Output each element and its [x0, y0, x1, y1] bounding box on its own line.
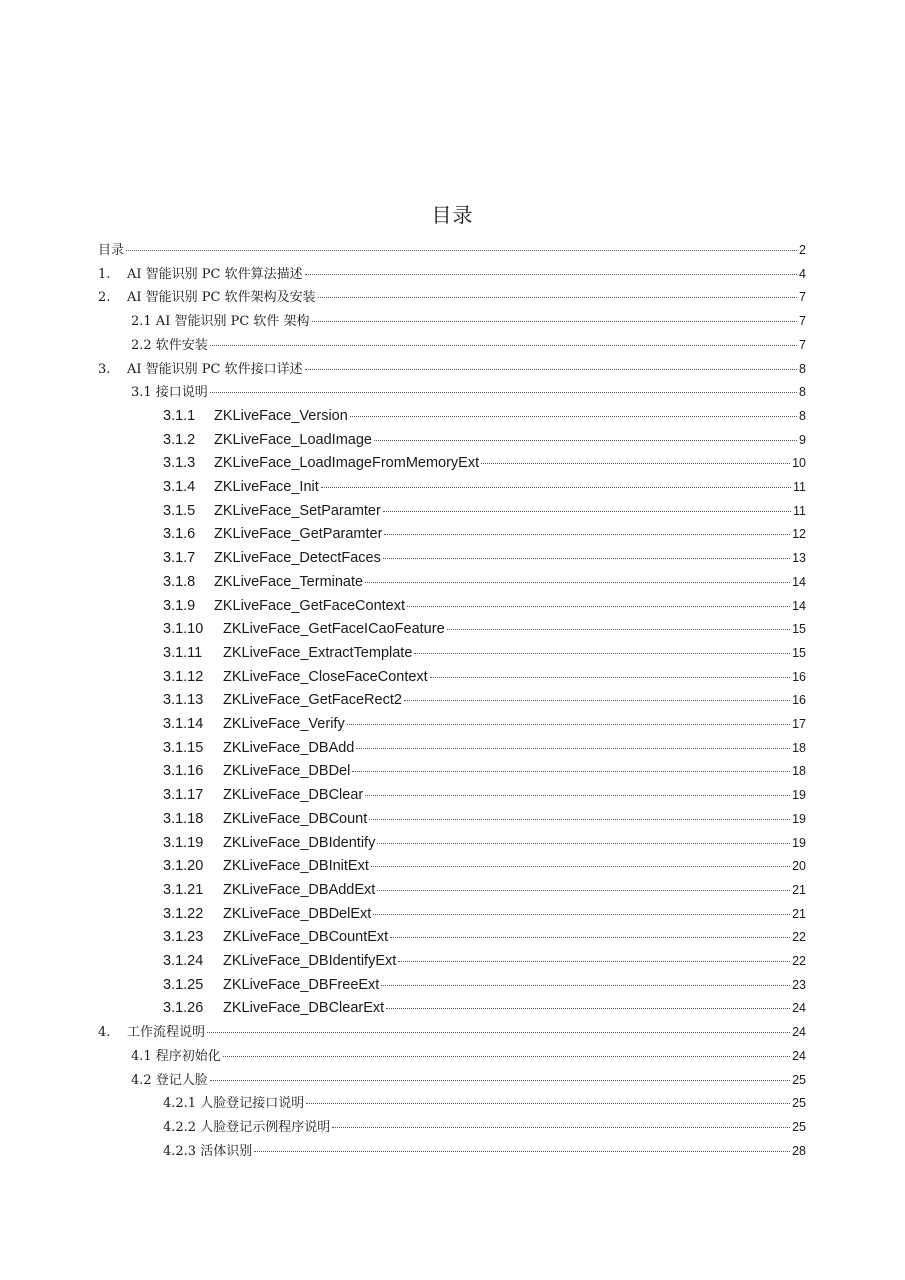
toc-entry-text: ZKLiveFace_DBCount: [223, 810, 368, 827]
toc-entry-number: 3.1.23: [163, 929, 204, 946]
toc-entry[interactable]: [163, 524, 806, 544]
toc-entry[interactable]: [163, 548, 806, 568]
toc-page-number: 10: [792, 456, 806, 471]
toc-entry-text: ZKLiveFace_GetFaceRect2: [223, 692, 402, 709]
toc-page-number: 18: [792, 764, 806, 779]
toc-dot-leader: [377, 890, 790, 891]
toc-entry[interactable]: [163, 927, 806, 947]
toc-dot-leader: [305, 274, 797, 275]
toc-entry-number: 3.1.18: [163, 810, 204, 827]
toc-page-number: 20: [792, 859, 806, 874]
toc-title: 目录: [431, 203, 474, 227]
toc-entry-text: ZKLiveFace_DBCountExt: [223, 929, 389, 946]
toc-entry-number: 3.1.3: [163, 455, 196, 472]
toc-page-number: 22: [792, 954, 806, 968]
toc-page-number: 16: [792, 669, 806, 684]
toc-page-number: 4: [799, 266, 806, 281]
toc-entry-text: 4.1 程序初始化: [131, 1048, 221, 1064]
toc-dot-leader: [210, 345, 797, 346]
toc-entry[interactable]: [163, 1093, 806, 1113]
toc-entry[interactable]: [131, 1046, 806, 1066]
toc-entry[interactable]: [98, 264, 806, 284]
toc-entry[interactable]: [163, 453, 806, 473]
toc-entry[interactable]: [163, 856, 806, 876]
toc-page-number: 19: [792, 835, 806, 850]
toc-entry[interactable]: [163, 761, 806, 781]
toc-entry-text: ZKLiveFace_SetParamter: [214, 502, 381, 519]
toc-dot-leader: [254, 1151, 790, 1152]
toc-page-number: 8: [799, 408, 806, 423]
toc-entry[interactable]: [163, 430, 806, 450]
toc-page-number: 25: [792, 1096, 806, 1111]
toc-page-number: 16: [792, 693, 806, 708]
toc-dot-leader: [207, 1032, 790, 1033]
toc-page-number: 24: [792, 1001, 806, 1016]
toc-entry[interactable]: [163, 785, 806, 805]
toc-dot-leader: [126, 250, 797, 251]
toc-entry-number: 1.: [98, 266, 111, 282]
toc-dot-leader: [384, 534, 790, 535]
toc-entry-text: ZKLiveFace_GetFaceICaoFeature: [223, 621, 445, 638]
toc-entry[interactable]: [163, 1117, 806, 1137]
toc-entry[interactable]: [163, 880, 806, 900]
toc-entry-text: 4.2.3 活体识别: [163, 1143, 253, 1159]
toc-page-number: 28: [792, 1143, 806, 1158]
toc-dot-leader: [365, 795, 790, 796]
toc-dot-leader: [407, 606, 790, 607]
toc-dot-leader: [369, 819, 790, 820]
toc-entry-number: 2.: [98, 290, 111, 306]
toc-dot-leader: [365, 582, 790, 583]
toc-entry[interactable]: [131, 382, 806, 402]
toc-entry-text: ZKLiveFace_DBFreeExt: [223, 976, 380, 993]
toc-entry-text: ZKLiveFace_LoadImageFromMemoryExt: [214, 455, 480, 472]
toc-entry[interactable]: [98, 240, 806, 260]
toc-entry-text: ZKLiveFace_ExtractTemplate: [223, 644, 413, 661]
toc-entry-number: 3.1.22: [163, 905, 204, 922]
toc-page-number: 13: [792, 551, 806, 566]
toc-entry-number: 3.1.1: [163, 407, 196, 424]
toc-page-number: 21: [792, 906, 806, 921]
toc-page-number: 11: [793, 480, 806, 494]
toc-entry-text: 4.2 登记人脸: [131, 1072, 208, 1088]
toc-entry-text: ZKLiveFace_GetParamter: [214, 526, 383, 543]
toc-dot-leader: [481, 463, 790, 464]
toc-entry-number: 3.1.7: [163, 550, 196, 567]
toc-entry-text: ZKLiveFace_DBAddExt: [223, 881, 376, 898]
toc-entry-number: 3.1.17: [163, 787, 204, 804]
toc-dot-leader: [305, 369, 797, 370]
toc-page-number: 8: [799, 385, 806, 400]
toc-entry-text: ZKLiveFace_CloseFaceContext: [223, 668, 428, 685]
toc-dot-leader: [414, 653, 790, 654]
toc-entry[interactable]: [163, 833, 806, 853]
toc-dot-leader: [352, 771, 790, 772]
toc-page-number: 22: [792, 930, 806, 945]
toc-entry-number: 3.1.19: [163, 834, 204, 851]
toc-entry-text: AI 智能识别 PC 软件算法描述: [127, 266, 303, 282]
toc-dot-leader: [321, 487, 791, 488]
toc-page-number: 24: [792, 1025, 806, 1040]
toc-page-number: 2: [799, 243, 806, 257]
toc-entry-text: ZKLiveFace_Terminate: [214, 573, 364, 590]
toc-page-number: 7: [799, 290, 806, 305]
toc-page-number: 9: [799, 432, 806, 447]
toc-entry-text: AI 智能识别 PC 软件接口详述: [127, 361, 303, 377]
toc-entry-text: AI 智能识别 PC 软件架构及安装: [127, 290, 316, 306]
toc-entry-text: ZKLiveFace_DBClearExt: [223, 1000, 385, 1017]
toc-entry-text: 目录: [98, 243, 125, 258]
toc-entry[interactable]: [163, 809, 806, 829]
toc-entry-text: ZKLiveFace_DBInitExt: [223, 858, 369, 875]
toc-entry-text: ZKLiveFace_DBIdentify: [223, 834, 376, 851]
toc-entry[interactable]: [163, 998, 806, 1018]
toc-entry-text: ZKLiveFace_DetectFaces: [214, 550, 381, 567]
toc-dot-leader: [356, 748, 790, 749]
toc-entry-text: ZKLiveFace_Version: [214, 407, 348, 424]
toc-page-number: 8: [799, 361, 806, 376]
toc-dot-leader: [383, 511, 791, 512]
toc-entry[interactable]: [163, 501, 806, 521]
toc-entry-number: 3.1.21: [163, 881, 204, 898]
toc-page-number: 7: [799, 337, 806, 352]
toc-entry-number: 3.1.20: [163, 858, 204, 875]
toc-entry-number: 3.1.11: [163, 644, 203, 661]
toc-entry-number: 3.1.6: [163, 526, 196, 543]
toc-entry-text: ZKLiveFace_GetFaceContext: [214, 597, 406, 614]
toc-entry-text: 2.2 软件安装: [131, 337, 208, 353]
toc-dot-leader: [347, 724, 790, 725]
toc-entry[interactable]: [131, 311, 806, 331]
toc-entry-text: ZKLiveFace_DBDelExt: [223, 905, 372, 922]
toc-entry-text: ZKLiveFace_DBAdd: [223, 739, 355, 756]
toc-entry-number: 3.1.24: [163, 953, 204, 969]
toc-page-number: 25: [792, 1119, 806, 1134]
toc-dot-leader: [210, 1080, 790, 1081]
toc-entry[interactable]: [131, 1070, 806, 1090]
toc-entry[interactable]: [163, 975, 806, 995]
toc-page-number: 14: [792, 598, 806, 613]
toc-page-number: 17: [792, 717, 806, 731]
toc-dot-leader: [318, 297, 797, 298]
toc-entry-number: 4.: [98, 1025, 111, 1041]
toc-dot-leader: [430, 677, 790, 678]
toc-page-number: 25: [792, 1072, 806, 1087]
toc-entry[interactable]: [163, 1141, 806, 1161]
toc-page-number: 11: [793, 503, 806, 518]
toc-entry[interactable]: [98, 359, 806, 379]
toc-page-number: 14: [792, 574, 806, 589]
toc-entry-number: 3.1.25: [163, 976, 204, 993]
toc-dot-leader: [390, 937, 790, 938]
toc-entry-text: ZKLiveFace_Verify: [223, 716, 345, 732]
toc-entry-number: 3.1.4: [163, 479, 196, 495]
toc-page-number: 15: [792, 645, 806, 660]
toc-entry-text: ZKLiveFace_DBIdentifyExt: [223, 953, 397, 969]
toc-entry[interactable]: [163, 667, 806, 687]
toc-page-number: 21: [792, 882, 806, 897]
toc-entry-text: 4.2.2 人脸登记示例程序说明: [163, 1119, 331, 1135]
toc-dot-leader: [371, 866, 790, 867]
toc-dot-leader: [386, 1008, 790, 1009]
toc-dot-leader: [312, 321, 797, 322]
toc-page-number: 7: [799, 314, 806, 329]
toc-dot-leader: [373, 914, 790, 915]
toc-entry-number: 3.1.9: [163, 597, 196, 614]
toc-entry[interactable]: [163, 572, 806, 592]
toc-entry-number: 3.1.14: [163, 716, 204, 732]
toc-entry-number: 3.1.12: [163, 668, 204, 685]
toc-page-number: 15: [792, 622, 806, 637]
toc-entry-number: 3.1.16: [163, 763, 204, 780]
toc-dot-leader: [404, 700, 790, 701]
toc-entry-number: 3.1.2: [163, 431, 196, 448]
toc-entry[interactable]: [163, 596, 806, 616]
toc-page-number: 18: [792, 740, 806, 755]
toc-entry[interactable]: [163, 714, 806, 734]
toc-entry[interactable]: [163, 904, 806, 924]
toc-entry-number: 3.1.13: [163, 692, 204, 709]
toc-entry-text: ZKLiveFace_LoadImage: [214, 431, 372, 448]
toc-entry[interactable]: [163, 738, 806, 758]
toc-entry-number: 3.1.10: [163, 621, 204, 638]
toc-entry[interactable]: [98, 1022, 806, 1042]
toc-dot-leader: [377, 843, 790, 844]
toc-entry[interactable]: [163, 951, 806, 971]
toc-entry-number: 3.1.8: [163, 573, 196, 590]
toc-entry[interactable]: [163, 690, 806, 710]
toc-entry-number: 3.1.5: [163, 502, 196, 519]
toc-dot-leader: [306, 1103, 790, 1104]
toc-entry[interactable]: [131, 335, 806, 355]
toc-entry-text: ZKLiveFace_DBClear: [223, 787, 364, 804]
toc-entry[interactable]: [163, 643, 806, 663]
toc-page-number: 24: [792, 1048, 806, 1063]
toc-dot-leader: [381, 985, 790, 986]
toc-entry-number: 3.: [98, 361, 111, 377]
toc-entry-text: 4.2.1 人脸登记接口说明: [163, 1096, 305, 1112]
toc-dot-leader: [383, 558, 790, 559]
toc-entry-number: 3.1.15: [163, 739, 204, 756]
toc-dot-leader: [210, 392, 797, 393]
toc-entry[interactable]: [163, 406, 806, 426]
toc-entry-text: ZKLiveFace_DBDel: [223, 763, 351, 780]
toc-page-number: 23: [792, 977, 806, 992]
toc-entry[interactable]: [163, 477, 806, 497]
toc-page-number: 19: [792, 788, 806, 803]
toc-entry[interactable]: [98, 287, 806, 307]
toc-page-number: 19: [792, 811, 806, 826]
toc-entry-text: 3.1 接口说明: [131, 385, 208, 401]
toc-dot-leader: [332, 1127, 790, 1128]
toc-dot-leader: [350, 416, 797, 417]
toc-dot-leader: [398, 961, 790, 962]
toc-dot-leader: [223, 1056, 790, 1057]
toc-dot-leader: [447, 629, 790, 630]
toc-entry-text: ZKLiveFace_Init: [214, 479, 319, 495]
toc-entry-text: 2.1 AI 智能识别 PC 软件 架构: [131, 314, 310, 330]
toc-entry[interactable]: [163, 619, 806, 639]
toc-entry-text: 工作流程说明: [127, 1025, 206, 1041]
toc-dot-leader: [374, 440, 797, 441]
toc-page-number: 12: [792, 527, 806, 542]
toc-entry-number: 3.1.26: [163, 1000, 204, 1017]
